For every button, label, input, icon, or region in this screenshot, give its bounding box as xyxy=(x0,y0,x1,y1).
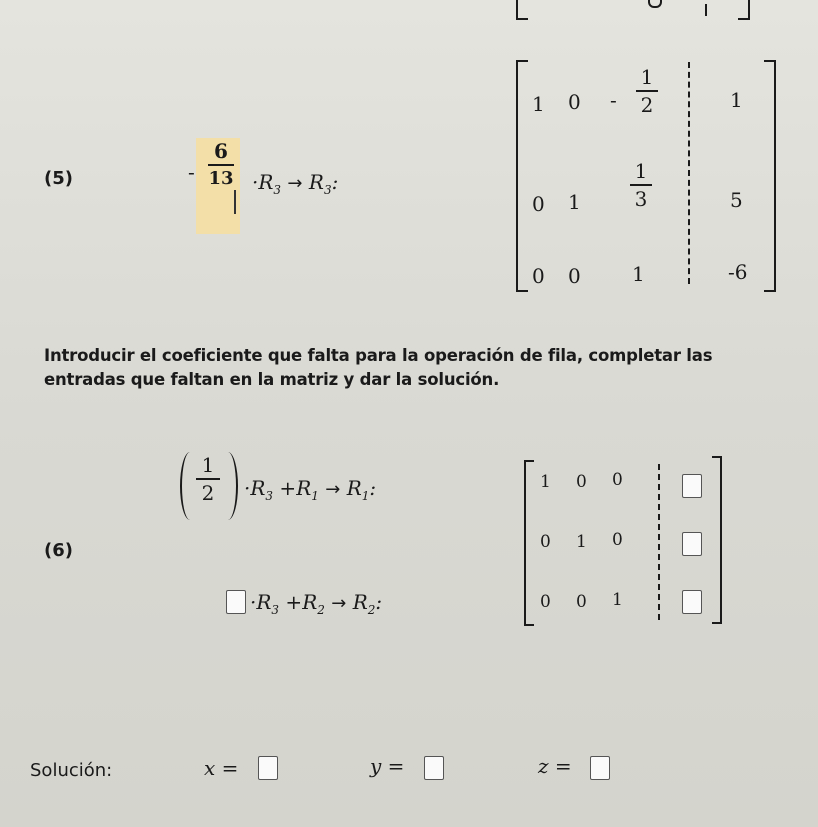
solution-y-input[interactable] xyxy=(424,756,444,780)
top-dash-fragment xyxy=(705,4,707,16)
m5-r2c2: 1 xyxy=(568,190,581,214)
op1-right-paren xyxy=(218,452,238,520)
top-bracket-fragment-right xyxy=(738,0,750,20)
m6-r1-answer-input[interactable] xyxy=(682,474,702,498)
m6-r1c1: 1 xyxy=(540,472,551,492)
matrix5-divider xyxy=(688,62,690,284)
coefficient-numerator: 6 xyxy=(214,139,228,163)
matrix5-right-bracket xyxy=(764,60,776,292)
m5-r2c1: 0 xyxy=(532,192,545,216)
solution-x-input[interactable] xyxy=(258,756,278,780)
m5-r1c2: 0 xyxy=(568,90,581,114)
step6-label: (6) xyxy=(44,540,73,561)
m6-r2c2: 1 xyxy=(576,532,587,552)
instruction-line-1: Introducir el coeficiente que falta para la operación de fila, completar las xyxy=(44,346,713,365)
step5-label: (5) xyxy=(44,168,73,189)
m5-r1c4: 1 xyxy=(730,88,743,112)
m6-r3c3: 1 xyxy=(612,590,623,610)
solution-label: Solución: xyxy=(30,760,113,781)
m5-r2c3-fraction: 1 3 xyxy=(630,160,652,210)
m5-r1c3-sign: - xyxy=(610,88,617,112)
m6-r3-answer-input[interactable] xyxy=(682,590,702,614)
m5-r3c4: -6 xyxy=(728,260,748,284)
m5-r2c4: 5 xyxy=(730,188,743,212)
op2-operation: $\cdot R_3 +R_2 \to R_2$: xyxy=(250,590,383,617)
m5-r3c2: 0 xyxy=(568,264,581,288)
op2-coefficient-input[interactable] xyxy=(226,590,246,614)
step5-operation: $\cdot R_3 \to R_3$: xyxy=(252,170,339,197)
instruction-line-2: entradas que faltan en la matriz y dar la solución. xyxy=(44,370,500,389)
coefficient-denominator[interactable]: 13 xyxy=(208,168,234,189)
coefficient-sign: - xyxy=(188,160,195,184)
top-zero-fragment xyxy=(648,0,662,8)
top-bracket-fragment-left xyxy=(516,0,528,20)
m6-r1c2: 0 xyxy=(576,472,587,492)
m6-r2c1: 0 xyxy=(540,532,551,552)
solution-y-label: y = xyxy=(370,754,405,778)
matrix5-left-bracket xyxy=(516,60,528,292)
solution-z-input[interactable] xyxy=(590,756,610,780)
matrix6-right-bracket xyxy=(712,456,722,624)
op1-coefficient: 1 2 xyxy=(196,454,220,504)
fraction-bar xyxy=(208,164,234,166)
m6-r2-answer-input[interactable] xyxy=(682,532,702,556)
matrix6-divider xyxy=(658,464,660,620)
m5-r3c3: 1 xyxy=(632,262,645,286)
m5-r3c1: 0 xyxy=(532,264,545,288)
m6-r1c3: 0 xyxy=(612,470,623,490)
solution-z-label: z = xyxy=(538,754,572,778)
coefficient-fraction[interactable] xyxy=(208,140,234,190)
matrix6-left-bracket xyxy=(524,460,534,626)
m6-r3c2: 0 xyxy=(576,592,587,612)
m6-r2c3: 0 xyxy=(612,530,623,550)
m5-r1c3-fraction: 1 2 xyxy=(636,66,658,116)
text-cursor xyxy=(234,190,236,214)
op1-operation: $\cdot R_3 +R_1 \to R_1$: xyxy=(244,476,377,503)
m6-r3c1: 0 xyxy=(540,592,551,612)
solution-x-label: x = xyxy=(204,756,239,780)
m5-r1c1: 1 xyxy=(532,92,545,116)
